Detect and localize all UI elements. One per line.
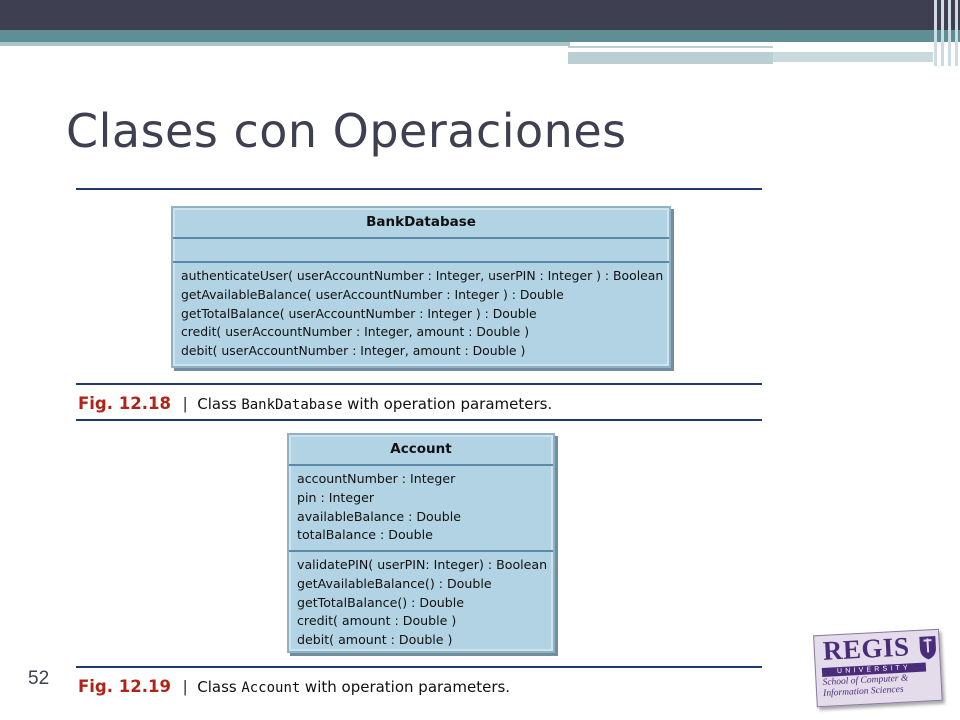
logo-band: UNIVERSITY [822, 663, 926, 677]
header-stripe [941, 0, 944, 66]
slide-title: Clases con Operaciones [66, 104, 627, 158]
figure-rule [76, 666, 762, 668]
figure-rule [76, 419, 762, 421]
uml-attributes-section [173, 239, 669, 263]
uml-operations-section [289, 552, 553, 650]
uml-operation: credit( amount : Double ) [297, 613, 457, 629]
uml-attribute: pin : Integer [297, 489, 375, 505]
uml-class-account [287, 433, 555, 653]
caption-figure-number: Fig. 12.18 [78, 394, 171, 413]
regis-university-logo [813, 629, 944, 712]
slide-number: 52 [28, 668, 50, 689]
uml-attributes-section [289, 466, 553, 552]
uml-attribute: availableBalance : Double [297, 508, 461, 524]
uml-operation: validatePIN( userPIN: Integer) : Boolean [297, 557, 548, 572]
uml-operations-section [173, 263, 669, 361]
header-stripe [955, 0, 958, 66]
uml-operation: debit( amount : Double ) [297, 632, 453, 648]
logo-name: REGIS [822, 631, 911, 666]
caption-code: Account [241, 680, 301, 696]
logo-subtitle-line: Information Sciences [822, 684, 904, 699]
figure-caption [78, 677, 510, 697]
header-accent-bar [0, 30, 960, 42]
header-right-light [773, 52, 933, 62]
logo-card [813, 629, 943, 707]
figure-rule [76, 383, 762, 385]
uml-operation: credit( userAccountNumber : Integer, amount : Double ) [181, 324, 530, 340]
caption-suffix: with operation parameters. [347, 395, 553, 413]
logo-subtitle-line: School of Computer & [822, 673, 909, 688]
figure-rule [76, 188, 762, 190]
caption-separator: | [182, 678, 188, 696]
uml-attribute: totalBalance : Double [297, 527, 433, 543]
caption-code: BankDatabase [241, 397, 343, 413]
caption-figure-number: Fig. 12.19 [78, 677, 171, 696]
uml-operation: authenticateUser( userAccountNumber : Integer, userPIN : Integer ) : Boolean [181, 268, 664, 283]
caption-separator: | [182, 395, 188, 413]
uml-class-name: Account [289, 435, 553, 466]
uml-operation: getAvailableBalance( userAccountNumber : Integer ) : Double [181, 286, 564, 302]
uml-operation: getAvailableBalance() : Double [297, 575, 492, 591]
uml-operation: getTotalBalance( userAccountNumber : Integer ) : Double [181, 305, 537, 321]
header-bar [0, 0, 960, 30]
logo-subtitle [822, 673, 909, 699]
figure-caption [78, 394, 552, 414]
header-stripe [934, 0, 937, 66]
caption-prefix: Class [197, 678, 237, 696]
uml-class-name: BankDatabase [173, 208, 669, 239]
uml-class-bankdatabase [171, 206, 671, 368]
uml-operation: getTotalBalance() : Double [297, 594, 465, 610]
uml-operation: debit( userAccountNumber : Integer, amount : Double ) [181, 343, 526, 359]
header-accent-line [0, 42, 570, 46]
header-stripe [948, 0, 951, 66]
shield-icon [918, 634, 937, 661]
caption-prefix: Class [197, 395, 237, 413]
caption-suffix: with operation parameters. [304, 678, 511, 696]
uml-attribute: accountNumber : Integer [297, 471, 456, 486]
